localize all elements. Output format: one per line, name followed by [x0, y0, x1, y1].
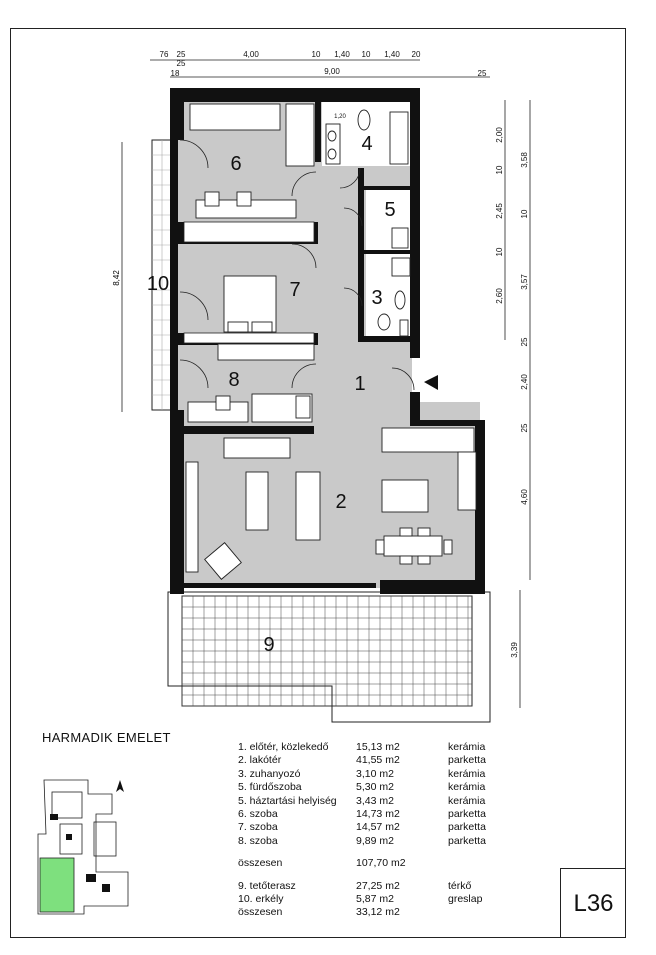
- dim-top-25a: 25: [176, 50, 186, 59]
- room-2-label: 2: [335, 491, 347, 513]
- svg-text:2,00: 2,00: [495, 127, 504, 143]
- schedule-row: [238, 906, 508, 919]
- dining-table: [384, 536, 442, 556]
- dim-top-18: 18: [170, 69, 180, 78]
- schedule-cell-area: 14,73 m2: [356, 808, 400, 821]
- svg-text:3,39: 3,39: [510, 642, 519, 658]
- dim-top-10b: 10: [361, 50, 371, 59]
- schedule-cell-name: 3. zuhanyozó: [238, 767, 301, 780]
- svg-text:25: 25: [520, 337, 529, 347]
- sofa: [224, 438, 290, 458]
- room-10-label: 10: [146, 273, 170, 295]
- room-schedule: [238, 741, 508, 920]
- svg-text:10: 10: [495, 165, 504, 175]
- schedule-cell-name: 9. tetőterasz: [238, 879, 296, 892]
- dim-top-20: 20: [411, 50, 421, 59]
- schedule-cell-name: 5. háztartási helyiség: [238, 794, 337, 807]
- svg-text:10: 10: [520, 209, 529, 219]
- schedule-cell-material: kerámia: [448, 794, 486, 807]
- small-label: 1,20: [334, 114, 346, 120]
- schedule-row: [238, 821, 508, 834]
- room-8-label: 8: [228, 369, 240, 391]
- key-plan-minimap: [36, 774, 136, 920]
- floor-title: HARMADIK EMELET: [42, 730, 171, 745]
- svg-text:4,60: 4,60: [520, 489, 529, 505]
- schedule-row: [238, 795, 508, 808]
- svg-text:3,57: 3,57: [520, 274, 529, 290]
- schedule-cell-material: parketta: [448, 808, 486, 821]
- north-arrow-icon: [116, 780, 124, 792]
- schedule-row: [238, 835, 508, 848]
- schedule-cell-area: 5,30 m2: [356, 781, 394, 794]
- dim-left: 8,42: [112, 270, 121, 286]
- schedule-cell-material: kerámia: [448, 741, 486, 753]
- highlighted-unit: [40, 858, 74, 912]
- svg-text:10: 10: [495, 247, 504, 257]
- room-3-label: 3: [371, 287, 383, 309]
- schedule-row: [238, 808, 508, 821]
- schedule-cell-name: 1. előtér, közlekedő: [238, 741, 329, 753]
- bathtub: [390, 112, 408, 164]
- schedule-cell-area: 14,57 m2: [356, 821, 400, 834]
- dim-top-25c: 25: [477, 69, 487, 78]
- schedule-cell-name: 7. szoba: [238, 821, 278, 834]
- schedule-row: [238, 857, 508, 870]
- schedule-cell-material: parketta: [448, 754, 486, 767]
- schedule-cell-area: 9,89 m2: [356, 834, 394, 847]
- room-6-label: 6: [230, 153, 242, 175]
- schedule-cell-name: 2. lakótér: [238, 754, 282, 767]
- dim-top-400: 4,00: [243, 50, 259, 59]
- schedule-cell-material: greslap: [448, 893, 483, 906]
- schedule-cell-area: 41,55 m2: [356, 754, 400, 767]
- dim-top-25b: 25: [176, 59, 186, 68]
- schedule-cell-name: 10. erkély: [238, 893, 284, 906]
- schedule-cell-material: kerámia: [448, 767, 486, 780]
- schedule-cell-area: 27,25 m2: [356, 879, 400, 892]
- schedule-cell-material: kerámia: [448, 781, 486, 794]
- schedule-cell-area: 15,13 m2: [356, 741, 400, 753]
- schedule-cell-area: 3,10 m2: [356, 767, 394, 780]
- dim-top-140b: 1,40: [384, 50, 400, 59]
- dim-top-900: 9,00: [324, 67, 340, 76]
- dim-top-76: 76: [159, 50, 169, 59]
- schedule-cell-material: térkő: [448, 879, 472, 892]
- svg-text:25: 25: [520, 423, 529, 433]
- svg-text:3,58: 3,58: [520, 152, 529, 168]
- schedule-row: [238, 741, 508, 754]
- schedule-row: [238, 768, 508, 781]
- schedule-cell-area: 5,87 m2: [356, 893, 394, 906]
- schedule-cell-name: 5. fürdőszoba: [238, 781, 302, 794]
- schedule-cell-name: 8. szoba: [238, 834, 278, 847]
- room-5-label: 5: [384, 199, 396, 221]
- dim-top-10a: 10: [311, 50, 321, 59]
- schedule-cell-label: összesen: [238, 857, 283, 870]
- schedule-row: [238, 880, 508, 893]
- dim-top-140a: 1,40: [334, 50, 350, 59]
- svg-text:2,60: 2,60: [495, 288, 504, 304]
- schedule-cell-area: 33,12 m2: [356, 906, 400, 919]
- wardrobe-6: [190, 104, 280, 130]
- schedule-cell-label: összesen: [238, 906, 283, 919]
- room-7-label: 7: [289, 279, 301, 301]
- schedule-cell-name: 6. szoba: [238, 808, 278, 821]
- schedule-row: [238, 754, 508, 767]
- room-1-label: 1: [354, 373, 366, 395]
- room-4-label: 4: [361, 133, 373, 155]
- kitchen-counter: [382, 428, 474, 452]
- top-dimension-lines: [150, 60, 490, 77]
- schedule-row: [238, 781, 508, 794]
- svg-text:2,40: 2,40: [520, 374, 529, 390]
- schedule-row: [238, 893, 508, 906]
- schedule-cell-material: parketta: [448, 821, 486, 834]
- entrance-arrow-icon: [424, 375, 438, 390]
- schedule-cell-area: 3,43 m2: [356, 794, 394, 807]
- schedule-cell-material: parketta: [448, 834, 486, 847]
- unit-code: L36: [560, 868, 626, 938]
- schedule-cell-area: 107,70 m2: [356, 857, 406, 870]
- svg-text:2,45: 2,45: [495, 203, 504, 219]
- room-9-label: 9: [263, 634, 275, 656]
